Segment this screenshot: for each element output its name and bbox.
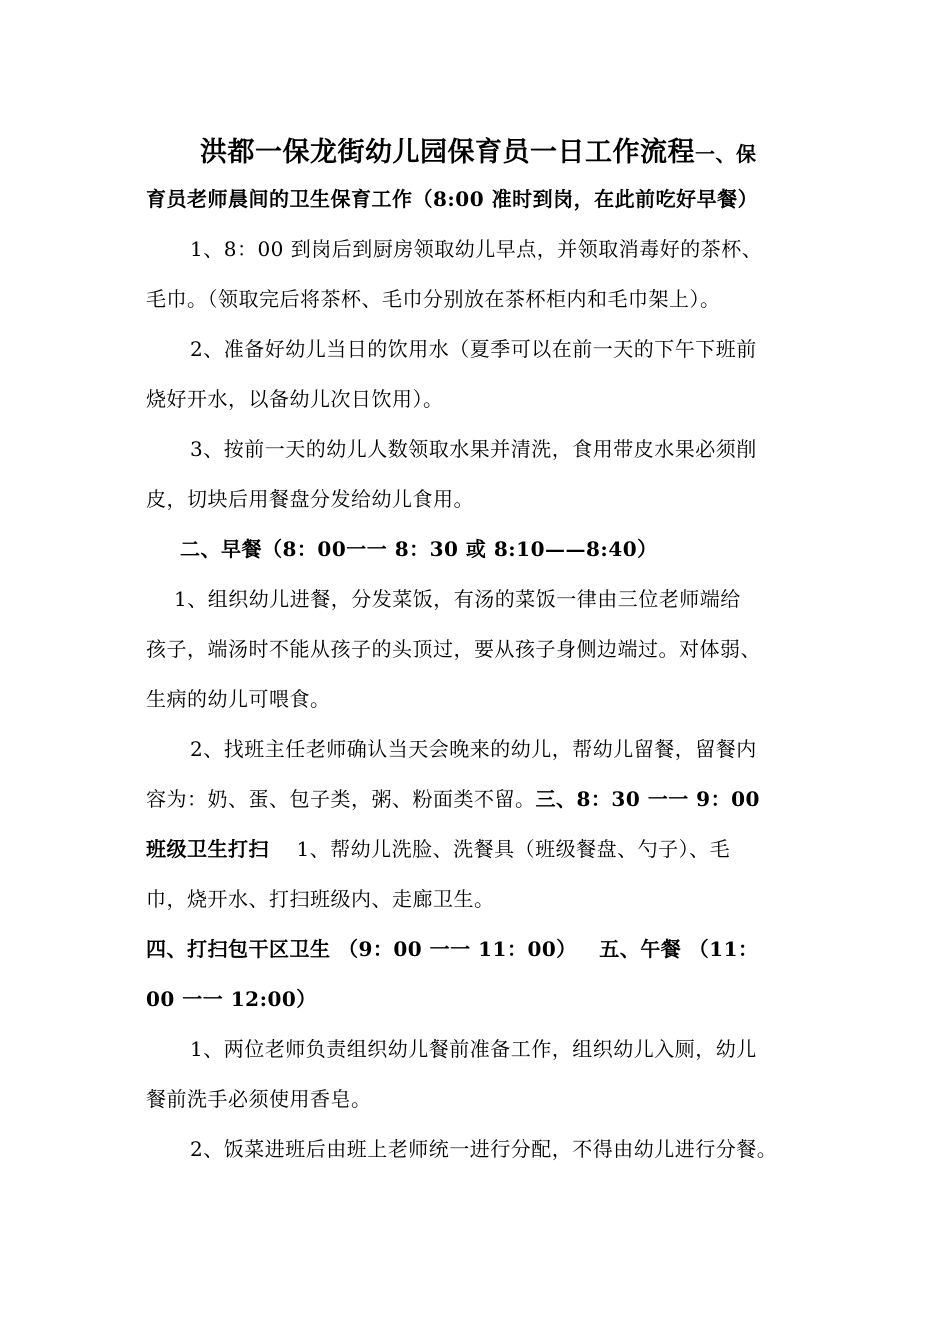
section-4-heading: 四、打扫包干区卫生 （9：00 一一 11：00） (146, 937, 577, 961)
section-1-item-2-cont: 烧好开水，以备幼儿次日饮用）。 (146, 387, 444, 411)
section-3-heading: 三、8：30 一一 9：00 (535, 787, 760, 811)
section-1-item-1: 1、8：00 到岗后到厨房领取幼儿早点，并领取消毒好的茶杯、 (190, 237, 763, 261)
section-1-item-1-cont: 毛巾。（领取完后将茶杯、毛巾分别放在茶杯柜内和毛巾架上）。 (146, 287, 721, 311)
section-5-item-1-cont: 餐前洗手必须使用香皂。 (146, 1087, 372, 1111)
section-2-item-2-text: 容为：奶、蛋、包子类，粥、粉面类不留。 (146, 787, 536, 811)
section-2-item-2-cont (146, 786, 760, 812)
document-title (200, 136, 757, 171)
section-1-item-2: 2、准备好幼儿当日的饮用水（夏季可以在前一天的下午下班前 (190, 337, 757, 361)
section-2-item-1-cont: 孩子，端汤时不能从孩子的头顶过，要从孩子身侧边端过。对体弱、 (146, 637, 761, 661)
section-3-heading-cont: 班级卫生打扫 (146, 837, 269, 861)
section-4-5-heading (146, 936, 759, 962)
section-2-item-1-cont2: 生病的幼儿可喂食。 (146, 687, 331, 711)
section-2-item-2: 2、找班主任老师确认当天会晚来的幼儿，帮幼儿留餐，留餐内 (190, 737, 757, 761)
title-tail: 一、保 (695, 142, 757, 166)
section-3-item-1: 1、帮幼儿洗脸、洗餐具（班级餐盘、勺子）、毛 (296, 837, 731, 861)
section-5-item-2: 2、饭菜进班后由班上老师统一进行分配，不得由幼儿进行分餐。 (190, 1137, 778, 1161)
section-5-item-1: 1、两位老师负责组织幼儿餐前准备工作，组织幼儿入厕，幼儿 (190, 1037, 757, 1061)
section-1-heading: 育员老师晨间的卫生保育工作（8:00 准时到岗，在此前吃好早餐） (146, 187, 759, 211)
section-1-item-3: 3、按前一天的幼儿人数领取水果并清洗，食用带皮水果必须削 (190, 437, 757, 461)
section-5-heading: 五、午餐 （11： (599, 937, 759, 961)
section-2-item-1: 1、组织幼儿进餐，分发菜饭，有汤的菜饭一律由三位老师端给 (174, 587, 741, 611)
section-1-item-3-cont: 皮，切块后用餐盘分发给幼儿食用。 (146, 487, 474, 511)
title-main: 洪都一保龙街幼儿园保育员一日工作流程 (200, 137, 695, 168)
section-5-heading-cont: 00 一一 12:00） (146, 987, 317, 1011)
section-2-heading: 二、早餐（8：00一一 8：30 或 8:10——8:40） (180, 537, 658, 561)
section-3-item-1-cont: 巾，烧开水、打扫班级内、走廊卫生。 (146, 887, 495, 911)
section-3-line (146, 836, 730, 862)
